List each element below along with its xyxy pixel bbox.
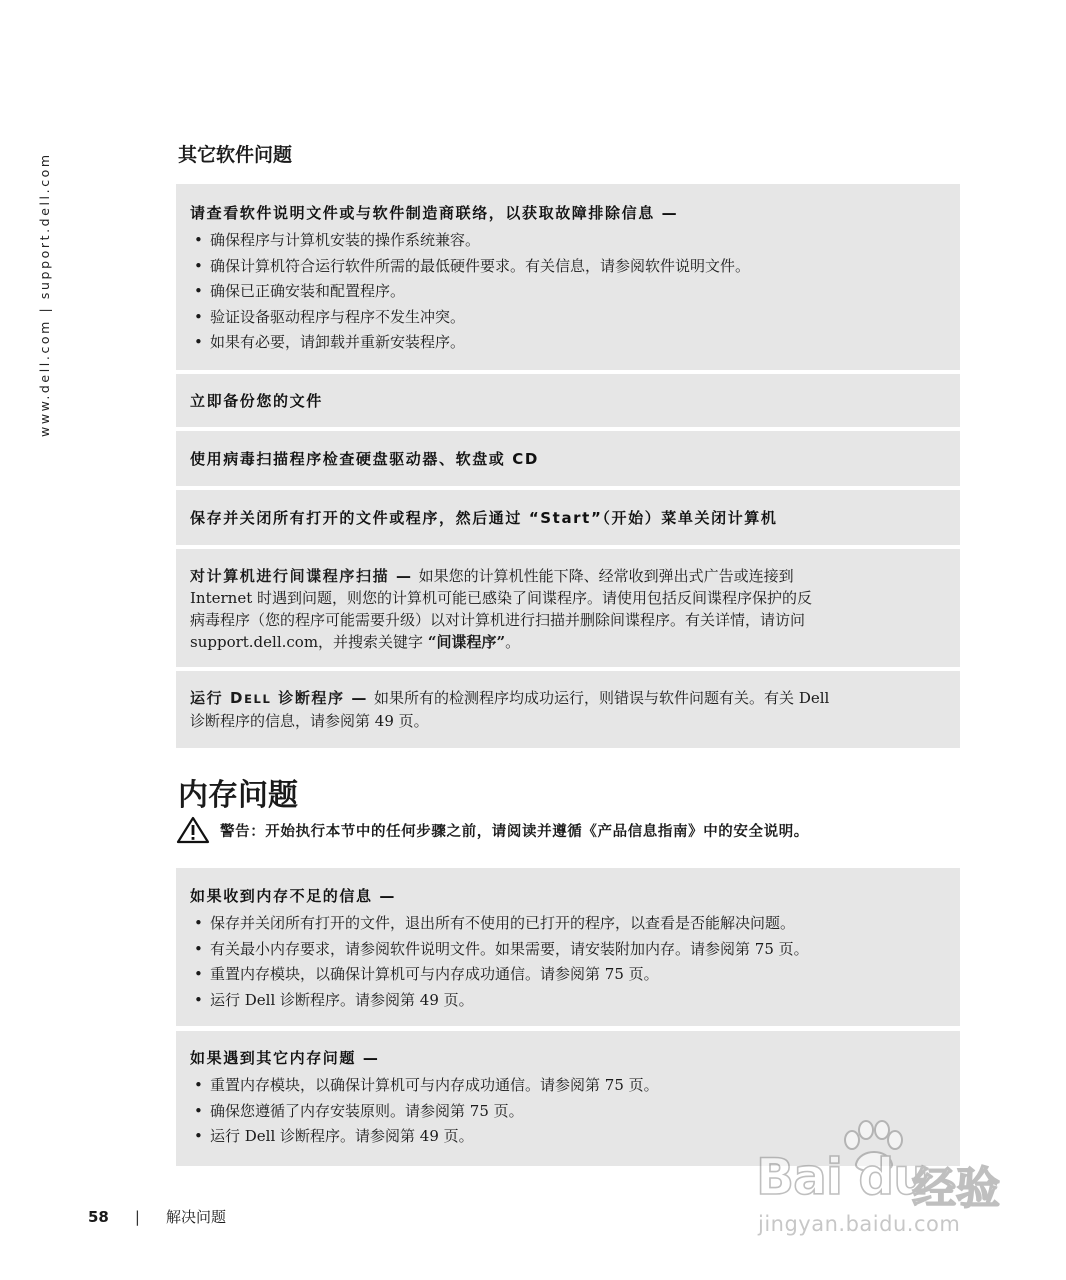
list-item: • 运行 Dell 诊断程序。请参阅第 49 页。 (190, 1124, 946, 1150)
other-memory-title: 如果遇到其它内存问题 — (190, 1049, 380, 1067)
chapter-name: 解决问题 (165, 1208, 226, 1226)
section-title-other-software: 其它软件问题 (178, 144, 293, 166)
software-list (190, 228, 946, 356)
shutdown-box-title: 保存并关闭所有打开的文件或程序，然后通过 “Start”（开始）菜单关闭计算机 (190, 508, 778, 527)
virus-scan-box (176, 431, 960, 486)
software-box-title: 请查看软件说明文件或与软件制造商联络，以获取故障排除信息 — (190, 204, 679, 222)
page-footer (88, 1206, 226, 1227)
spyware-line4: support.dell.com，并搜索关键字 (190, 633, 424, 651)
list-item: • 确保您遵循了内存安装原则。请参阅第 75 页。 (190, 1099, 946, 1125)
backup-box (176, 374, 960, 427)
diagnostics-box (176, 671, 960, 748)
shutdown-box (176, 490, 960, 545)
spyware-line3: 病毒程序（您的程序可能需要升级）以对计算机进行扫描并删除间谍程序。有关详情，请访问 (190, 611, 806, 629)
list-item: • 确保计算机符合运行软件所需的最低硬件要求。有关信息，请参阅软件说明文件。 (190, 254, 946, 280)
low-memory-list (190, 911, 946, 1013)
list-item: • 重置内存模块，以确保计算机可与内存成功通信。请参阅第 75 页。 (190, 1073, 946, 1099)
diagnostics-line1: 如果所有的检测程序均成功运行，则错误与软件问题有关。有关 Dell (374, 689, 830, 707)
low-memory-box (176, 868, 960, 1026)
warning-icon (176, 816, 210, 844)
warning-text: 警告：开始执行本节中的任何步骤之前，请阅读并遵循《产品信息指南》中的安全说明。 (220, 823, 809, 840)
list-item: • 如果有必要，请卸载并重新安装程序。 (190, 330, 946, 356)
list-item: • 验证设备驱动程序与程序不发生冲突。 (190, 305, 946, 331)
side-url: www.dell.com | support.dell.com (37, 152, 52, 437)
list-item: • 有关最小内存要求，请参阅软件说明文件。如果需要，请安装附加内存。请参阅第 75 页。 (190, 937, 946, 963)
baidu-watermark (752, 1118, 1012, 1268)
spyware-lead: 对计算机进行间谍程序扫描 — (190, 567, 413, 585)
software-troubleshoot-box (176, 184, 960, 370)
diagnostics-line2: 诊断程序的信息，请参阅第 49 页。 (190, 712, 429, 730)
spyware-paragraph (190, 565, 946, 653)
watermark-brand: Bai du (756, 1148, 928, 1206)
low-memory-title: 如果收到内存不足的信息 — (190, 887, 397, 905)
list-item: • 运行 Dell 诊断程序。请参阅第 49 页。 (190, 988, 946, 1014)
diagnostics-lead-smallcaps: ELL (244, 692, 272, 706)
list-item: • 确保程序与计算机安装的操作系统兼容。 (190, 228, 946, 254)
list-item: • 保存并关闭所有打开的文件，退出所有不使用的已打开的程序，以查看是否能解决问题。 (190, 911, 946, 937)
watermark-url: jingyan.baidu.com (758, 1212, 961, 1236)
watermark-brand-cn: 经验 (912, 1163, 1000, 1214)
spyware-line2: Internet 时遇到问题，则您的计算机可能已感染了间谍程序。请使用包括反间谍程序保护的反 (190, 589, 812, 607)
diagnostics-paragraph (190, 687, 946, 732)
warning-notice (176, 816, 966, 844)
backup-box-title: 立即备份您的文件 (190, 391, 323, 410)
page-number: 58 (88, 1207, 109, 1226)
diagnostics-lead (190, 689, 368, 707)
diagnostics-lead-pre: 运行 D (190, 689, 245, 707)
section-title-memory: 内存问题 (178, 778, 298, 813)
list-item: • 确保已正确安装和配置程序。 (190, 279, 946, 305)
footer-separator: | (134, 1207, 140, 1226)
virus-box-title: 使用病毒扫描程序检查硬盘驱动器、软盘或 CD (190, 449, 539, 468)
spyware-line4-end: 。 (505, 633, 521, 651)
list-item: • 重置内存模块，以确保计算机可与内存成功通信。请参阅第 75 页。 (190, 962, 946, 988)
spyware-line1: 如果您的计算机性能下降、经常收到弹出式广告或连接到 (418, 567, 794, 585)
spyware-box (176, 549, 960, 667)
spyware-keyword: “间谍程序” (427, 633, 506, 651)
diagnostics-lead-post: 诊断程序 — (271, 689, 369, 707)
